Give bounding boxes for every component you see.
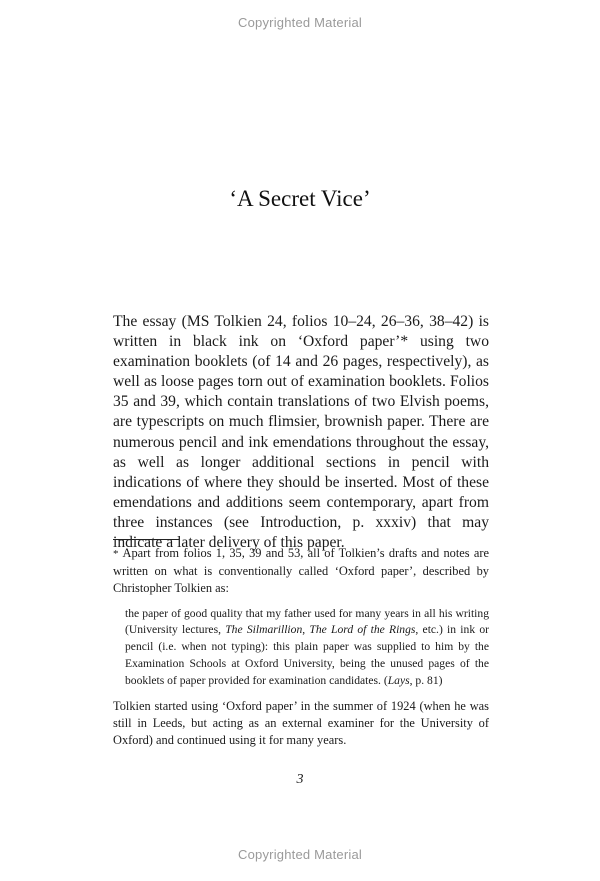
quote-text-1: the paper of good quality that my father used for many years in all his writing (University lectures,: [125, 606, 489, 637]
quote-text-2: , etc.) in ink or pencil (i.e. when not typing): this plain paper was supplied to him by the Examination Schools at Oxford University, being the unused pages of the booklets of paper provided for examination candidates. (: [125, 623, 489, 687]
body-paragraph: The essay (MS Tolkien 24, folios 10–24, 26–36, 38–42) is written in black ink on ‘Oxford paper’* using two examination booklets (of 14 and 26 pages, respectively), as well as loose pages torn out of examination booklets. Folios 35 and 39, which contain translations of two Elvish poems, are typescripts on much flimsier, brownish paper. There are numerous pencil and ink emendations throughout the essay, as well as longer additional sections in pencil with indications of where they should be inserted. Most of these emendations and additions seem contemporary, apart from three instances (see Introduction, p. xxxiv) that may indicate a later delivery of this paper.: [113, 313, 489, 552]
quote-title-lord-of-the-rings: The Lord of the Rings: [309, 623, 416, 637]
footnotes: [113, 545, 489, 749]
quote-text-3: , p. 81): [409, 673, 443, 687]
copyright-watermark-bottom: Copyrighted Material: [238, 847, 362, 862]
footnote-intro: [113, 545, 489, 598]
footnote-continuation: Tolkien started using ‘Oxford paper’ in the summer of 1924 (when he was still in Leeds, but acting as an external examiner for the University of Oxford) and continued using it for many years.: [113, 698, 489, 747]
page-number: 3: [296, 772, 304, 787]
copyright-watermark-top: Copyrighted Material: [238, 15, 362, 30]
quote-citation: Lays: [387, 673, 410, 687]
quote-title-silmarillion: The Silmarillion: [225, 623, 303, 637]
footnote-rule: [113, 539, 179, 540]
chapter-title: ‘A Secret Vice’: [229, 186, 371, 211]
body-text: [113, 312, 489, 553]
footnote-blockquote: [125, 606, 489, 690]
footnote-marker: *: [113, 548, 119, 560]
footnote-intro-text: Apart from folios 1, 35, 39 and 53, all of Tolkien’s drafts and notes are written on what is conventionally called ‘Oxford paper’, described by Christopher Tolkien as:: [113, 546, 489, 596]
quote-separator: ,: [302, 623, 310, 637]
